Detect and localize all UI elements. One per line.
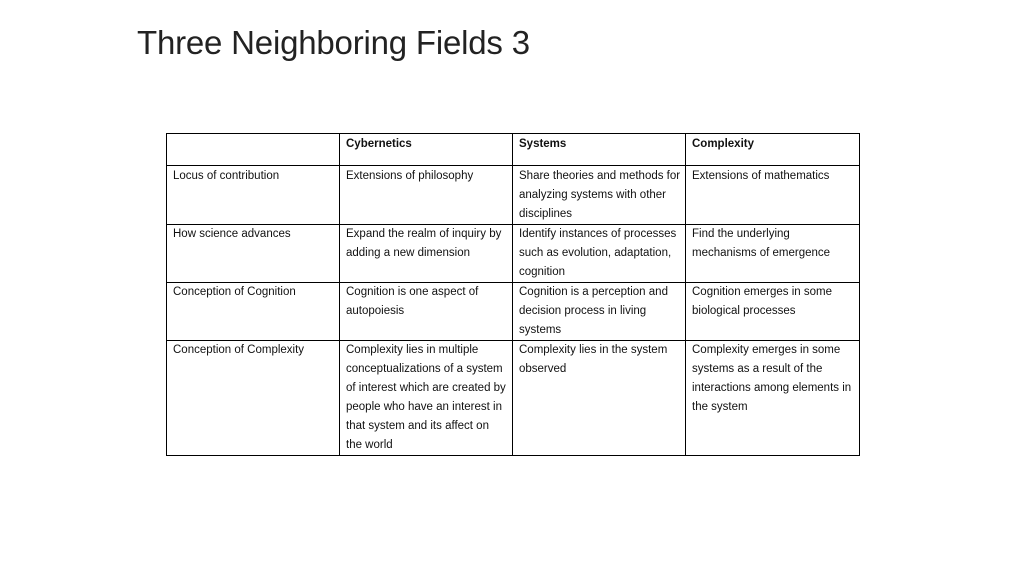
table-row <box>167 341 860 456</box>
table-row <box>167 166 860 225</box>
header-cell-complexity: Complexity <box>686 134 860 166</box>
cybernetics-cell: Complexity lies in multiple conceptualizations of a system of interest which are created by people who have an interest in that system and its affect on the world <box>340 341 513 456</box>
row-label: Conception of Cognition <box>167 283 340 341</box>
table-header-row <box>167 134 860 166</box>
systems-cell: Cognition is a perception and decision process in living systems <box>513 283 686 341</box>
row-label: Locus of contribution <box>167 166 340 225</box>
row-label: Conception of Complexity <box>167 341 340 456</box>
cybernetics-cell: Cognition is one aspect of autopoiesis <box>340 283 513 341</box>
table-row <box>167 283 860 341</box>
table-row <box>167 225 860 283</box>
header-cell-systems: Systems <box>513 134 686 166</box>
comparison-table <box>166 133 860 456</box>
complexity-cell: Complexity emerges in some systems as a result of the interactions among elements in the system <box>686 341 860 456</box>
systems-cell: Identify instances of processes such as evolution, adaptation, cognition <box>513 225 686 283</box>
header-cell-cybernetics: Cybernetics <box>340 134 513 166</box>
header-cell-empty <box>167 134 340 166</box>
slide-title: Three Neighboring Fields 3 <box>137 24 530 61</box>
row-label: How science advances <box>167 225 340 283</box>
complexity-cell: Find the underlying mechanisms of emergence <box>686 225 860 283</box>
complexity-cell: Extensions of mathematics <box>686 166 860 225</box>
systems-cell: Complexity lies in the system observed <box>513 341 686 456</box>
complexity-cell: Cognition emerges in some biological processes <box>686 283 860 341</box>
cybernetics-cell: Extensions of philosophy <box>340 166 513 225</box>
cybernetics-cell: Expand the realm of inquiry by adding a new dimension <box>340 225 513 283</box>
systems-cell: Share theories and methods for analyzing systems with other disciplines <box>513 166 686 225</box>
